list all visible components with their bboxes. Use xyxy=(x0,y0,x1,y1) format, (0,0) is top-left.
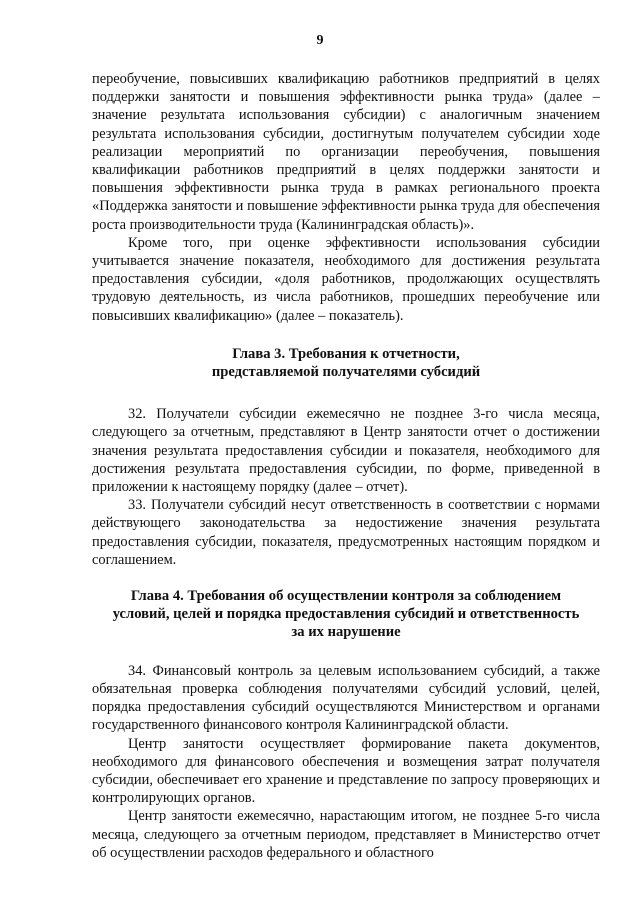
paragraph-employment-center-report: Центр занятости ежемесячно, нарастающим итогом, не позднее 5-го числа месяца, следующего за отчетным периодом, представляет в Министерство отчет об осуществлении расходов федерального и областного xyxy=(92,808,600,861)
chapter-4-heading xyxy=(92,587,600,642)
chapter-4-heading-line-1: Глава 4. Требования об осуществлении контроля за соблюдением xyxy=(130,588,562,605)
paragraph-33: 33. Получатели субсидий несут ответственность в соответствии с нормами действующего законодательства за недостижение значения результата предоставления субсидии, показателя, предусмотренных настоящим порядком и соглашением. xyxy=(92,497,600,568)
paragraph-continuation: переобучение, повысивших квалификацию работников предприятий в целях поддержки занятости и повышения эффективности рынка труда» (далее – значение результата использования субсидии) с аналогичным значением результата использования субсидии, достигнутым получателем субсидии ходе реализации мероприятий по организации переобучения, повышения квалификации работников предприятий в целях поддержки занятости и повышения эффективности рынка труда в рамках регионального проекта «Поддержка занятости и повышение эффективности рынка труда для обеспечения роста производительности труда (Калининградская область)». xyxy=(92,71,600,233)
paragraph-efficiency-indicator: Кроме того, при оценке эффективности использования субсидии учитывается значение показателя, необходимого для достижения результата предоставления субсидии, «доля работников, продолжающих осуществлять трудовую деятельность, из числа работников, прошедших переобучение или повысивших квалификацию» (далее – показатель). xyxy=(92,234,600,324)
chapter-4-heading-line-2: условий, целей и порядка предоставления субсидий и ответственность xyxy=(112,606,580,623)
chapter-4-heading-line-3: за их нарушение xyxy=(291,624,401,641)
page-number: 9 xyxy=(316,33,324,48)
document-body xyxy=(92,70,600,862)
chapter-3-heading-line-2: представляемой получателями субсидий xyxy=(211,364,481,381)
paragraph-employment-center-documents: Центр занятости осуществляет формирование пакета документов, необходимого для финансового обеспечения и возмещения затрат получателя субсидии, обеспечивает его хранение и представление по запросу проверяющих и контролирующих органов. xyxy=(92,735,600,807)
chapter-3-heading xyxy=(92,345,600,381)
paragraph-34: 34. Финансовый контроль за целевым использованием субсидий, а также обязательная проверка соблюдения получателями субсидий условий, целей, порядка предоставления субсидий осуществляются Министерством и органами государственного финансового контроля Калининградской области. xyxy=(92,662,600,734)
paragraph-32: 32. Получатели субсидии ежемесячно не позднее 3-го числа месяца, следующего за отчетным, представляют в Центр занятости отчет о достижении значения результата предоставления субсидии и показателя, необходимого для достижения результата предоставления субсидии, по форме, приведенной в приложении к настоящему порядку (далее – отчет). xyxy=(92,406,600,496)
chapter-3-heading-line-1: Глава 3. Требования к отчетности, xyxy=(232,345,460,362)
